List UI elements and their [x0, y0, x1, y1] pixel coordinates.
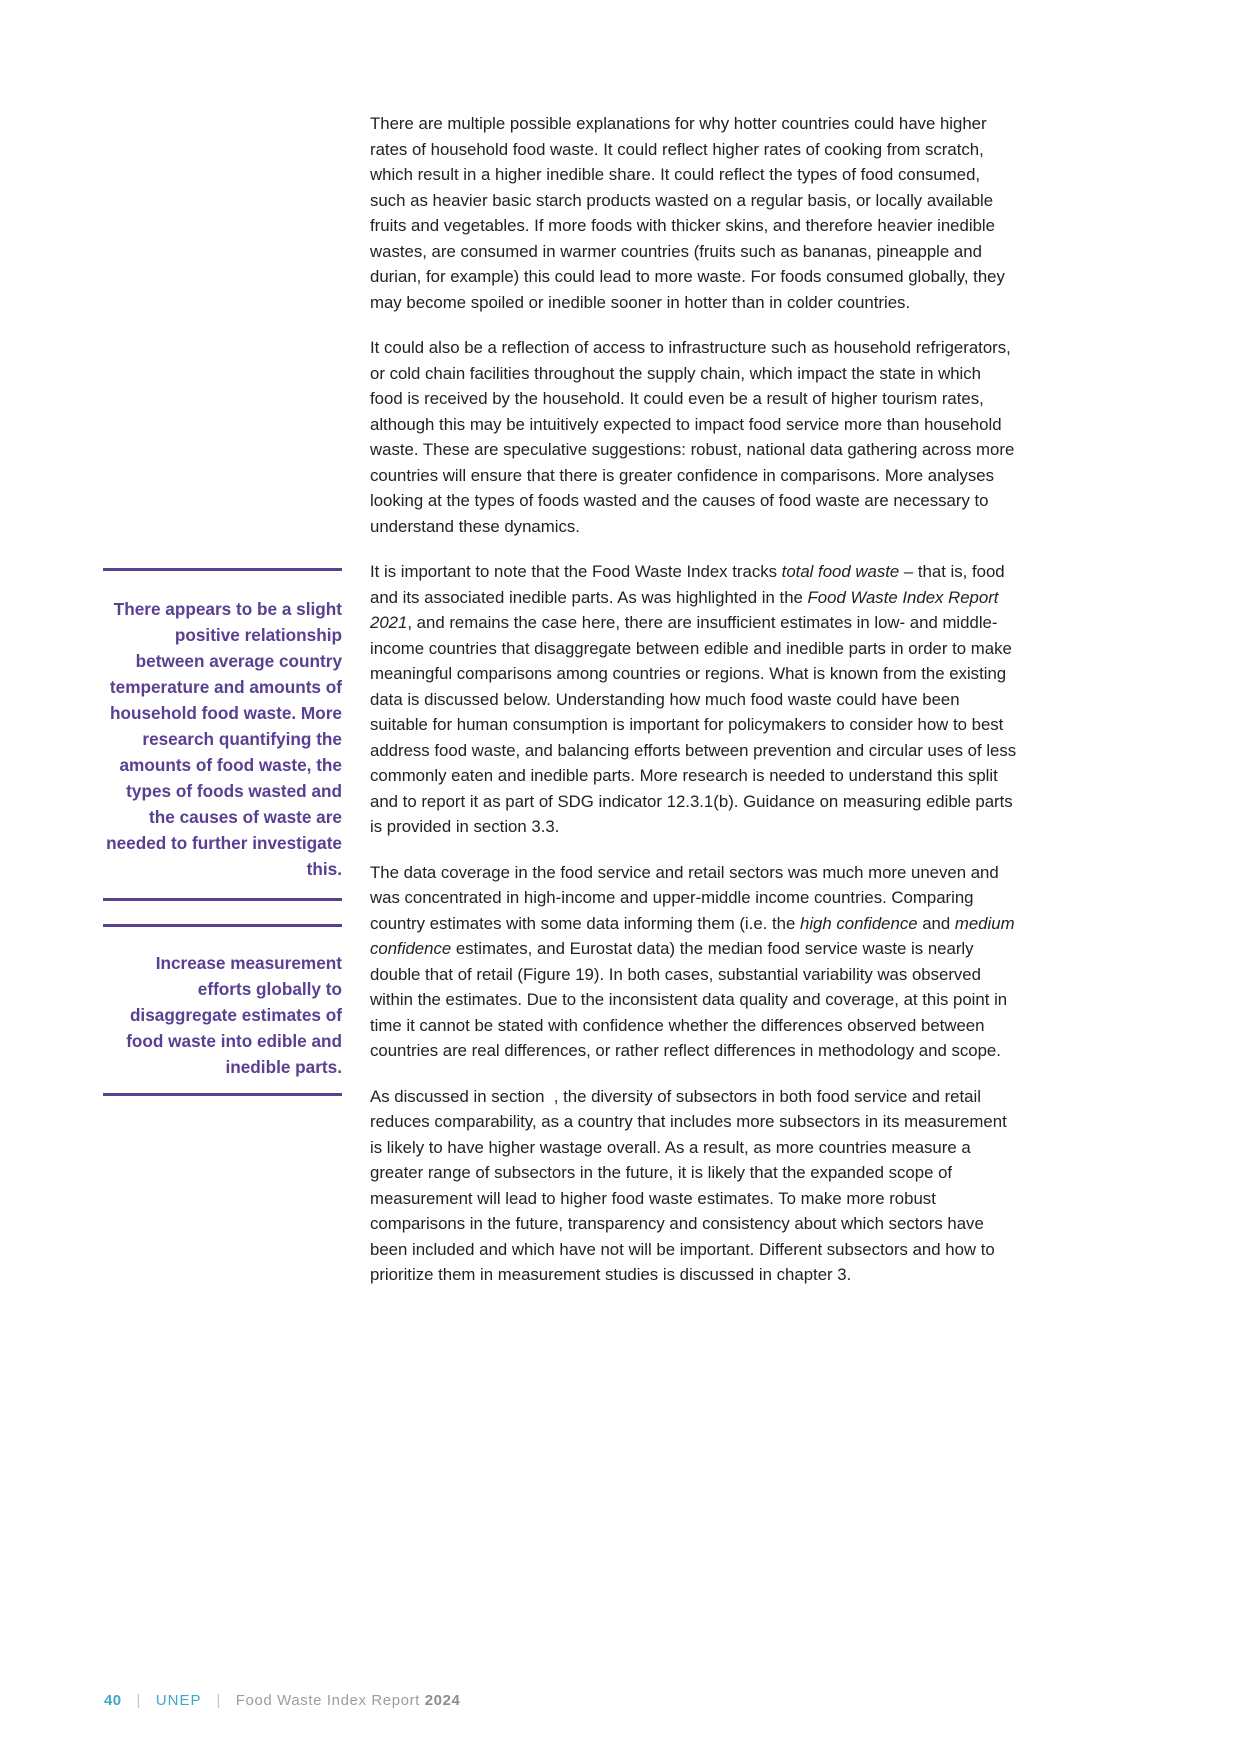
pull-quote-measurement-efforts: [103, 924, 342, 1096]
paragraph-hotter-countries: There are multiple possible explanations for why hotter countries could have higher rates of household food waste. It could reflect higher rates of cooking from scratch, which result in a higher inedible share. It could reflect the types of food consumed, such as heavier basic starch products wasted on a regular basis, or locally available fruits and vegetables. If more foods with thicker skins, and therefore heavier inedible wastes, are consumed in warmer countries (fruits such as bananas, pineapple and durian, for example) this could lead to more waste. For foods consumed globally, they may become spoiled or inedible sooner in hotter than in colder countries.: [370, 114, 1005, 312]
footer-separator: |: [216, 1692, 221, 1709]
paragraph-total-food-waste: It is important to note that the Food Waste Index tracks total food waste – that is, food and its associated inedible parts. As was highlighted in the Food Waste Index Report 2021, and remains the case here, there are insufficient estimates in low- and middle-income countries that disaggregate between edible and inedible parts in order to make meaningful comparisons among countries or regions. What is known from the existing data is discussed below. Understanding how much food waste could have been suitable for human consumption is important for policymakers to consider how to best address food waste, and balancing efforts between prevention and circular uses of less commonly eaten and inedible parts. More research is needed to understand this split and to report it as part of SDG indicator 12.3.1(b). Guidance on measuring edible parts is provided in section 3.3.: [370, 562, 1017, 836]
pull-quote-text: There appears to be a slight positive relationship between average country temperature and amounts of household food waste. More research quantifying the amounts of food waste, the types of foods wasted and the causes of waste are needed to further investigate this.: [106, 599, 342, 879]
paragraph-infrastructure: It could also be a reflection of access to infrastructure such as household refrigerators, or cold chain facilities throughout the supply chain, which impact the state in which food is received by the household. It could even be a result of higher tourism rates, although this may be intuitively expected to impact food service more than household waste. These are speculative suggestions: robust, national data gathering across more countries will ensure that there is greater confidence in comparisons. More analyses looking at the types of foods wasted and the causes of food waste are necessary to understand these dynamics.: [370, 338, 1015, 536]
footer-report-title: [236, 1692, 461, 1709]
pull-quote-temperature-relationship: [103, 568, 342, 901]
footer-separator: |: [136, 1692, 141, 1709]
footer-report-title-text: Food Waste Index Report: [235, 1692, 420, 1709]
pull-quote-text: Increase measurement efforts globally to disaggregate estimates of food waste into edible and inedible parts.: [126, 953, 342, 1077]
paragraph-subsector-diversity: As discussed in section , the diversity of subsectors in both food service and retail reduces comparability, as a country that includes more subsectors in its measurement is likely to have higher wastage overall. As a result, as more countries measure a greater range of subsectors in the future, it is likely that the expanded scope of measurement will lead to higher food waste estimates. To make more robust comparisons in the future, transparency and consistency about which sectors have been included and which have not will be important. Different subsectors and how to prioritize them in measurement studies is discussed in chapter 3.: [370, 1086, 1007, 1284]
paragraph-data-coverage: The data coverage in the food service and retail sectors was much more uneven and was concentrated in high-income and upper-middle income countries. Comparing country estimates with some data informing them (i.e. the high confidence and medium confidence estimates, and Eurostat data) the median food service waste is nearly double that of retail (Figure 19). In both cases, substantial variability was observed within the estimates. Due to the inconsistent data quality and coverage, at this point in time it cannot be stated with confidence whether the differences observed between countries are real differences, or rather reflect differences in methodology and scope.: [370, 862, 1015, 1060]
page-footer: [104, 1692, 461, 1709]
footer-report-year: 2024: [424, 1692, 461, 1709]
body-column: [370, 111, 1018, 1308]
footer-org-name: UNEP: [155, 1692, 202, 1709]
page-number: 40: [104, 1692, 122, 1709]
